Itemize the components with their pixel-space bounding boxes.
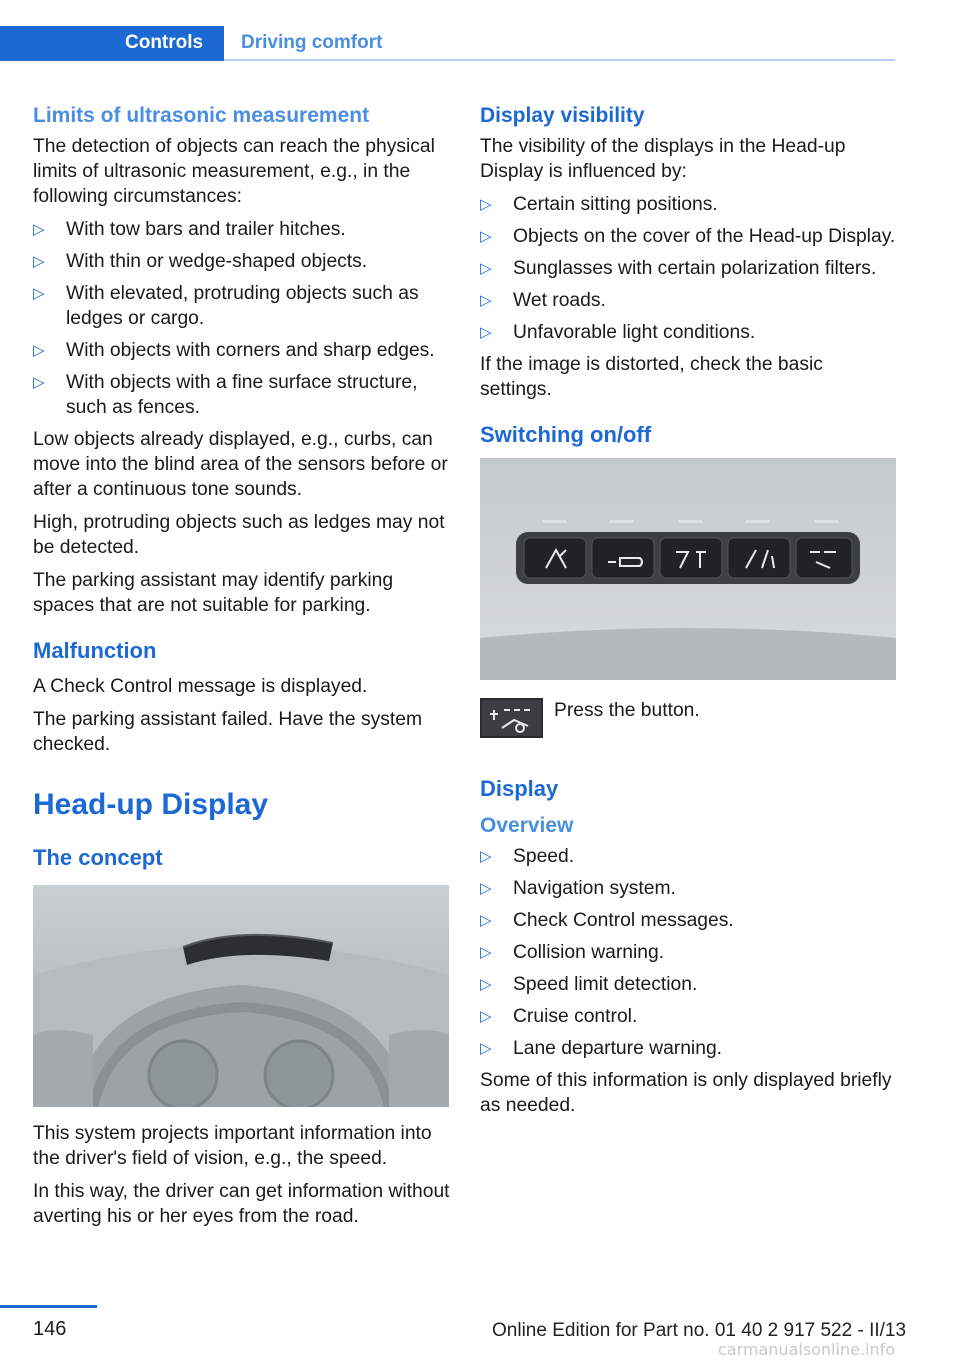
press-button-row bbox=[480, 698, 898, 756]
hud-button-icon[interactable] bbox=[480, 698, 543, 738]
heading-concept: The concept bbox=[33, 845, 163, 870]
bullet-icon: ▷ bbox=[480, 292, 492, 309]
list-item: ▷ Unfavorable light conditions. bbox=[480, 322, 756, 343]
page-number: 146 bbox=[33, 1318, 67, 1340]
chapter-tab-label: Controls bbox=[125, 32, 204, 53]
para-assistant-failed: The parking assistant failed. Have the system checked. bbox=[33, 709, 423, 755]
bullet-icon: ▷ bbox=[480, 228, 492, 245]
bullet-icon: ▷ bbox=[480, 848, 492, 865]
list-item: ▷ With objects with corners and sharp edges. bbox=[33, 340, 435, 361]
list-item: ▷ With tow bars and trailer hitches. bbox=[33, 219, 346, 240]
heading-display-visibility: Display visibility bbox=[480, 104, 645, 127]
watermark[interactable]: carmanualsonline.info bbox=[718, 1340, 896, 1359]
para-press-button: Press the button. bbox=[554, 700, 700, 721]
edition-text: Online Edition for Part no. 01 40 2 917 522 - II/13 bbox=[492, 1320, 907, 1341]
list-item: ▷ With objects with a fine surface structure, such as fences. bbox=[33, 372, 418, 418]
limits-list bbox=[33, 217, 451, 420]
para-high-objects: High, protruding objects such as ledges may not be detected. bbox=[33, 512, 445, 558]
list-item: ▷ Check Control messages. bbox=[480, 910, 734, 931]
list-item: ▷ Wet roads. bbox=[480, 290, 606, 311]
list-item: ▷ Certain sitting positions. bbox=[480, 194, 718, 215]
heading-head-up-display: Head-up Display bbox=[33, 788, 269, 821]
list-item: ▷ With thin or wedge-shaped objects. bbox=[33, 251, 368, 272]
list-item: ▷ Navigation system. bbox=[480, 878, 676, 899]
button-panel-image bbox=[480, 458, 896, 680]
bullet-icon: ▷ bbox=[480, 324, 492, 341]
chapter-tab[interactable] bbox=[0, 26, 224, 61]
bullet-icon: ▷ bbox=[480, 880, 492, 897]
list-item: ▷ Objects on the cover of the Head-up Display. bbox=[480, 226, 896, 247]
heading-malfunction: Malfunction bbox=[33, 638, 157, 663]
heading-switching: Switching on/off bbox=[480, 422, 652, 447]
bullet-icon: ▷ bbox=[480, 1008, 492, 1025]
visibility-list bbox=[480, 192, 898, 345]
list-item: ▷ Sunglasses with certain polarization filters. bbox=[480, 258, 877, 279]
bullet-icon: ▷ bbox=[480, 1040, 492, 1057]
heading-display: Display bbox=[480, 776, 559, 801]
overview-list bbox=[480, 844, 898, 1061]
bullet-icon: ▷ bbox=[33, 221, 45, 238]
list-item: ▷ Cruise control. bbox=[480, 1006, 638, 1027]
para-check-control: A Check Control message is displayed. bbox=[33, 676, 368, 697]
right-column bbox=[480, 102, 898, 1126]
list-item: ▷ With elevated, protruding objects such as ledges or cargo. bbox=[33, 283, 419, 329]
para-some-info: Some of this information is only displayed briefly as needed. bbox=[480, 1070, 892, 1116]
bullet-icon: ▷ bbox=[33, 253, 45, 270]
para-distorted: If the image is distorted, check the basic settings. bbox=[480, 354, 823, 400]
bullet-icon: ▷ bbox=[480, 912, 492, 929]
list-item: ▷ Speed. bbox=[480, 846, 575, 867]
bullet-icon: ▷ bbox=[33, 285, 45, 302]
para-low-objects: Low objects already displayed, e.g., curbs, can move into the blind area of the sensors before or after a continuous tone sounds. bbox=[33, 429, 448, 500]
hud-dashboard-image bbox=[33, 885, 449, 1107]
para-without-averting: In this way, the driver can get information without averting his or her eyes from the road. bbox=[33, 1181, 450, 1227]
section-title[interactable]: Driving comfort bbox=[241, 32, 383, 53]
para-parking-assistant: The parking assistant may identify parking spaces that are not suitable for parking. bbox=[33, 570, 394, 616]
left-column bbox=[33, 102, 451, 1237]
bullet-icon: ▷ bbox=[480, 976, 492, 993]
bullet-icon: ▷ bbox=[33, 342, 45, 359]
list-item: ▷ Collision warning. bbox=[480, 942, 665, 963]
footer-rule bbox=[0, 1305, 97, 1308]
list-item: ▷ Speed limit detection. bbox=[480, 974, 698, 995]
para-limits: The detection of objects can reach the physical limits of ultrasonic measurement, e.g., in the following circumstances: bbox=[33, 136, 435, 207]
list-item: ▷ Lane departure warning. bbox=[480, 1038, 723, 1059]
heading-limits: Limits of ultrasonic measurement bbox=[33, 104, 370, 127]
para-projects-info: This system projects important information into the driver's field of vision, e.g., the speed. bbox=[33, 1123, 432, 1169]
bullet-icon: ▷ bbox=[480, 196, 492, 213]
header-rule bbox=[224, 59, 895, 61]
bullet-icon: ▷ bbox=[33, 374, 45, 391]
heading-overview: Overview bbox=[480, 814, 574, 837]
bullet-icon: ▷ bbox=[480, 944, 492, 961]
para-visibility: The visibility of the displays in the Head-up Display is influenced by: bbox=[480, 136, 846, 182]
bullet-icon: ▷ bbox=[480, 260, 492, 277]
